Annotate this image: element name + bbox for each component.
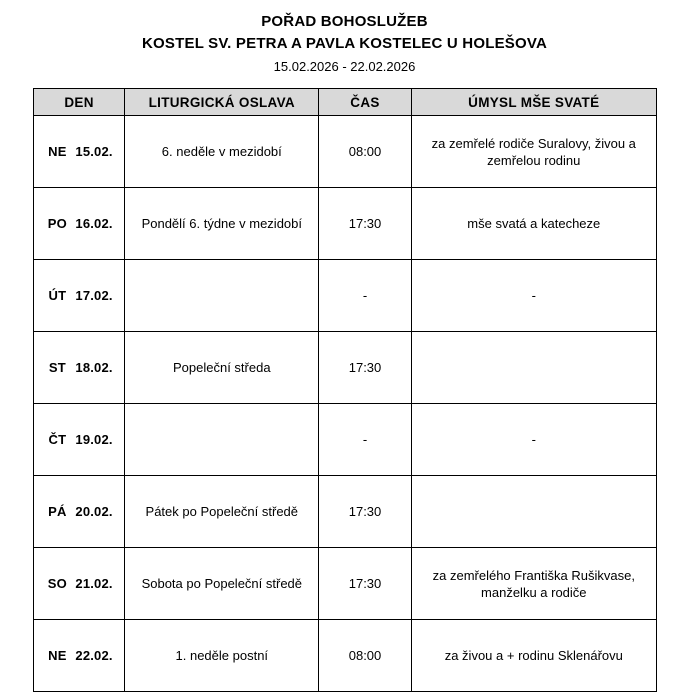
table-row	[34, 332, 657, 404]
table-row	[34, 620, 657, 692]
cell-time: -	[319, 404, 411, 476]
cell-intention	[411, 332, 656, 404]
cell-day	[34, 476, 125, 548]
document-header	[0, 0, 689, 76]
document-title-line2: KOSTEL SV. PETRA A PAVLA KOSTELEC U HOLEŠOVA	[142, 35, 547, 52]
cell-intention: -	[411, 404, 656, 476]
day-name: SO	[47, 576, 67, 591]
cell-day	[34, 620, 125, 692]
day-name: NE	[48, 648, 67, 663]
column-header-den: DEN	[34, 89, 125, 116]
cell-intention: za zemřelého Františka Rušikvase, manželku a rodiče	[411, 548, 656, 620]
cell-time: 17:30	[319, 548, 411, 620]
day-date: 21.02.	[75, 576, 113, 591]
day-name: PÁ	[48, 504, 67, 519]
schedule-table-container	[33, 88, 657, 692]
day-date: 16.02.	[75, 216, 113, 231]
day-date: 19.02.	[75, 432, 113, 447]
day-name: ČT	[48, 432, 67, 447]
table-header-row	[34, 89, 657, 116]
cell-liturgy	[125, 404, 319, 476]
day-name: ST	[48, 360, 66, 375]
table-body	[34, 116, 657, 692]
table-row	[34, 188, 657, 260]
column-header-liturgicka-oslava: LITURGICKÁ OSLAVA	[125, 89, 319, 116]
document-title-line1: POŘAD BOHOSLUŽEB	[261, 13, 428, 30]
day-date: 18.02.	[75, 360, 113, 375]
cell-time: 17:30	[319, 332, 411, 404]
table-row	[34, 404, 657, 476]
cell-liturgy: 1. neděle postní	[125, 620, 319, 692]
cell-day	[34, 116, 125, 188]
cell-day	[34, 404, 125, 476]
day-date: 15.02.	[75, 144, 113, 159]
cell-intention: za živou a + rodinu Sklenářovu	[411, 620, 656, 692]
column-header-umysl-mse-svate: ÚMYSL MŠE SVATÉ	[411, 89, 656, 116]
cell-day	[34, 332, 125, 404]
cell-liturgy: Sobota po Popeleční středě	[125, 548, 319, 620]
cell-time: 08:00	[319, 620, 411, 692]
table-row	[34, 260, 657, 332]
day-name: NE	[48, 144, 67, 159]
column-header-cas: ČAS	[319, 89, 411, 116]
cell-intention: -	[411, 260, 656, 332]
day-name: PO	[47, 216, 67, 231]
cell-liturgy: 6. neděle v mezidobí	[125, 116, 319, 188]
table-row	[34, 476, 657, 548]
cell-day	[34, 260, 125, 332]
cell-liturgy: Pátek po Popeleční středě	[125, 476, 319, 548]
day-date: 17.02.	[75, 288, 113, 303]
table-row	[34, 548, 657, 620]
day-date: 20.02.	[75, 504, 113, 519]
cell-intention: za zemřelé rodiče Suralovy, živou a zemřelou rodinu	[411, 116, 656, 188]
table-header-row-group	[34, 89, 657, 116]
cell-liturgy: Popeleční středa	[125, 332, 319, 404]
cell-time: 08:00	[319, 116, 411, 188]
day-name: ÚT	[48, 288, 67, 303]
cell-time: 17:30	[319, 476, 411, 548]
cell-liturgy: Pondělí 6. týdne v mezidobí	[125, 188, 319, 260]
cell-day	[34, 548, 125, 620]
schedule-table	[33, 88, 657, 692]
cell-time: -	[319, 260, 411, 332]
table-row	[34, 116, 657, 188]
cell-intention	[411, 476, 656, 548]
cell-day	[34, 188, 125, 260]
document-date-range: 15.02.2026 - 22.02.2026	[273, 59, 416, 74]
cell-time: 17:30	[319, 188, 411, 260]
day-date: 22.02.	[75, 648, 113, 663]
cell-liturgy	[125, 260, 319, 332]
cell-intention: mše svatá a katecheze	[411, 188, 656, 260]
